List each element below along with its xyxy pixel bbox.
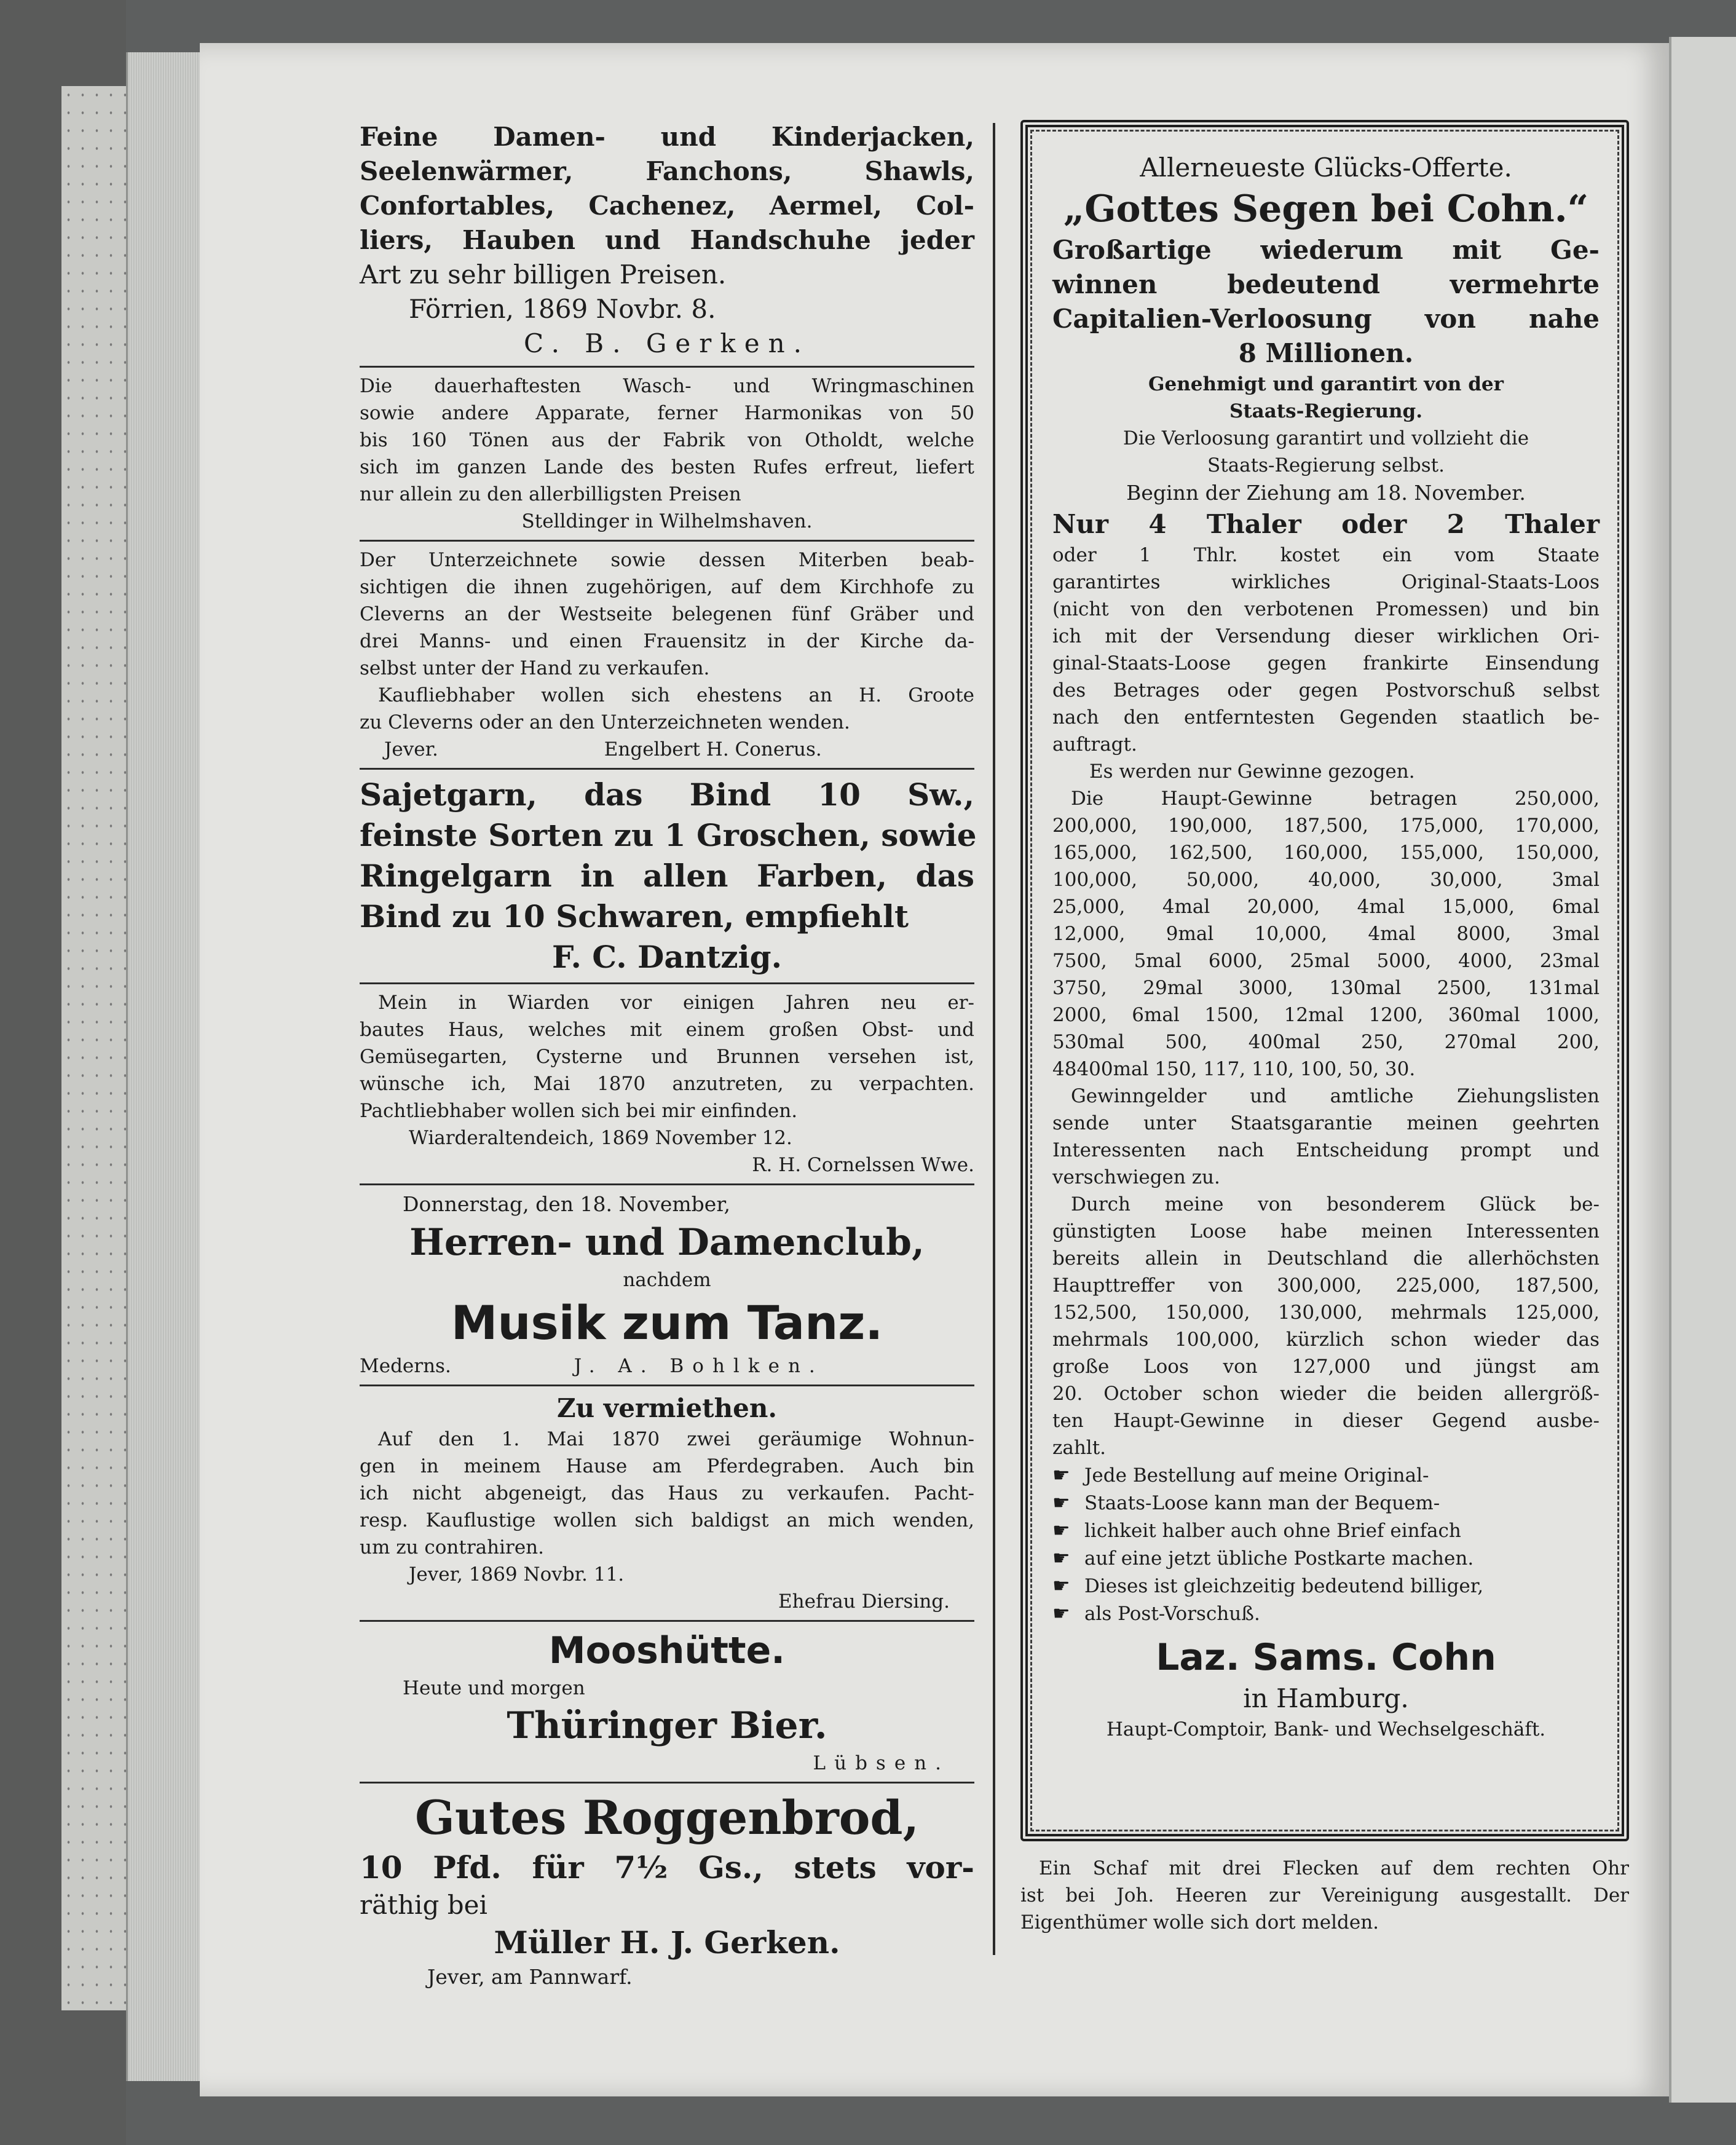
- next-page-edge: [1669, 37, 1736, 2103]
- lottery-draw-start: Beginn der Ziehung am 18. November.: [1126, 481, 1526, 505]
- lottery-body-line: oder 1 Thlr. kostet ein vom Staate: [1052, 544, 1600, 566]
- lottery-payout-line: Interessenten nach Entscheidung prompt und: [1052, 1139, 1600, 1161]
- ad-line: Art zu sehr billigen Preisen.: [360, 259, 727, 290]
- ad-line: Auf den 1. Mai 1870 zwei geräumige Wohnun-: [378, 1428, 974, 1450]
- pointing-hand-icon: ☛: [1052, 1546, 1070, 1570]
- lottery-ad-frame: [1020, 120, 1629, 1841]
- lottery-prize-line: 25,000, 4mal 20,000, 4mal 15,000, 6mal: [1052, 896, 1600, 918]
- pointing-hand-icon: ☛: [1052, 1519, 1070, 1542]
- ad-line: um zu contrahiren.: [360, 1536, 544, 1558]
- ad-signer: C. B. Gerken.: [523, 328, 811, 358]
- ad-club-dance: [360, 1190, 974, 1380]
- ad-signer: Stelldinger in Wilhelmshaven.: [521, 510, 813, 532]
- lottery-order-line: Staats-Loose kann man der Bequem-: [1084, 1492, 1440, 1514]
- ad-line: feinste Sorten zu 1 Groschen, sowie: [360, 817, 977, 853]
- divider: [360, 1385, 974, 1386]
- lottery-approval: Staats-Regierung.: [1229, 400, 1423, 422]
- lottery-order-row: [1052, 1572, 1600, 1600]
- lottery-order-line: als Post-Vorschuß.: [1084, 1603, 1260, 1625]
- ad-line: gen in meinem Hause am Pferdegraben. Auch bin: [360, 1455, 974, 1477]
- ad-mooshuette: [360, 1627, 974, 1777]
- lottery-luck-line: 152,500, 150,000, 130,000, mehrmals 125,000,: [1052, 1302, 1600, 1324]
- ad-place-date: Wiarderaltendeich, 1869 November 12.: [409, 1127, 792, 1149]
- ad-graves-for-sale: [360, 547, 974, 763]
- ad-line: resp. Kauflustige wollen sich baldigst an mich wenden,: [360, 1509, 974, 1531]
- divider: [360, 1782, 974, 1784]
- lottery-body-line: ginal-Staats-Loose gegen frankirte Einsendung: [1052, 652, 1600, 674]
- ad-signer: Engelbert H. Conerus.: [604, 738, 822, 760]
- lottery-body-line: ich mit der Versendung dieser wirklichen Ori-: [1052, 625, 1600, 647]
- lottery-order-line: lichkeit halber auch ohne Brief einfach: [1084, 1520, 1461, 1542]
- lottery-payout-line: verschwiegen zu.: [1052, 1166, 1220, 1188]
- ad-big-text: Thüringer Bier.: [507, 1704, 827, 1747]
- divider: [360, 768, 974, 770]
- lottery-luck-line: Haupttreffer von 300,000, 225,000, 187,500,: [1052, 1274, 1600, 1297]
- divider: [360, 540, 974, 542]
- ad-washing-machines: [360, 373, 974, 535]
- ad-place-date: Jever, 1869 Novbr. 11.: [409, 1563, 625, 1586]
- lottery-prize-line: 2000, 6mal 1500, 12mal 1200, 360mal 1000,: [1052, 1004, 1600, 1026]
- ad-line: Bind zu 10 Schwaren, empfiehlt: [360, 898, 909, 934]
- ad-headline: Zu vermiethen.: [556, 1393, 777, 1423]
- lottery-luck-line: günstigten Loose habe meinen Interessenten: [1052, 1220, 1600, 1242]
- ad-for-rent: [360, 1391, 974, 1615]
- ad-headline: Mooshütte.: [548, 1629, 786, 1672]
- ad-line: Cleverns an der Westseite belegenen fünf Gräber und: [360, 603, 974, 625]
- ad-line: drei Manns- und einen Frauensitz in der Kirche da-: [360, 630, 974, 652]
- lottery-order-line: Dieses ist gleichzeitig bedeutend billiger,: [1084, 1575, 1484, 1597]
- lottery-head-line: 8 Millionen.: [1238, 338, 1414, 368]
- ad-line: Pachtliebhaber wollen sich bei mir einfinden.: [360, 1100, 798, 1122]
- ad-line: sichtigen die ihnen zugehörigen, auf dem Kirchhofe zu: [360, 576, 974, 598]
- ad-footer: [360, 1353, 974, 1380]
- lottery-order-row: [1052, 1461, 1600, 1489]
- pointing-hand-icon: ☛: [1052, 1574, 1070, 1597]
- lottery-luck-line: Durch meine von besonderem Glück be-: [1071, 1193, 1600, 1215]
- ad-line: nur allein zu den allerbilligsten Preisen: [360, 483, 741, 505]
- ad-line: Ringelgarn in allen Farben, das: [360, 858, 974, 894]
- ad-ladies-jackets: [360, 120, 974, 361]
- right-column: [1020, 120, 1629, 1936]
- lottery-prize-line: 12,000, 9mal 10,000, 4mal 8000, 3mal: [1052, 923, 1600, 945]
- lottery-only-wins: Es werden nur Gewinne gezogen.: [1089, 760, 1415, 783]
- lottery-order-row: [1052, 1544, 1600, 1572]
- ad-line: Feine Damen- und Kinderjacken,: [360, 122, 974, 152]
- lottery-prize-line: 7500, 5mal 6000, 25mal 5000, 4000, 23mal: [1052, 950, 1600, 972]
- ad-place: Jever, am Pannwarf.: [427, 1965, 633, 1989]
- lottery-head-line: winnen bedeutend vermehrte: [1052, 269, 1600, 299]
- lottery-payout-line: sende unter Staatsgarantie meinen geehrten: [1052, 1112, 1600, 1134]
- lottery-body-line: auftragt.: [1052, 733, 1137, 756]
- book-cover-board: [61, 86, 135, 2010]
- lottery-head-line: Großartige wiederum mit Ge-: [1052, 235, 1600, 265]
- ad-signer: Müller H. J. Gerken.: [494, 1924, 840, 1961]
- ad-line: sowie andere Apparate, ferner Harmonikas von 50: [360, 402, 974, 424]
- lottery-order-line: auf eine jetzt übliche Postkarte machen.: [1084, 1547, 1474, 1570]
- ad-line: ich nicht abgeneigt, das Haus zu verkaufen. Pacht-: [360, 1482, 974, 1504]
- lottery-guarantee: Staats-Regierung selbst.: [1207, 454, 1445, 476]
- ad-line: liers, Hauben und Handschuhe jeder: [360, 225, 974, 255]
- ad-line: Der Unterzeichnete sowie dessen Miterben beab-: [360, 549, 974, 571]
- lottery-prize-line: 165,000, 162,500, 160,000, 155,000, 150,000,: [1052, 842, 1600, 864]
- ad-sheep-found: [1020, 1855, 1629, 1936]
- lottery-prize-line: 100,000, 50,000, 40,000, 30,000, 3mal: [1052, 869, 1600, 891]
- lottery-luck-line: große Loos von 127,000 und jüngst am: [1052, 1356, 1600, 1378]
- ad-signer: F. C. Dantzig.: [552, 939, 782, 975]
- ad-line: Die dauerhaftesten Wasch- und Wringmaschinen: [360, 375, 974, 397]
- ad-place: Jever.: [384, 738, 438, 760]
- ad-headline: Herren- und Damenclub,: [409, 1221, 925, 1264]
- lottery-slogan: „Gottes Segen bei Cohn.“: [1063, 188, 1589, 231]
- ad-line: zu Cleverns oder an den Unterzeichneten wenden.: [360, 711, 850, 733]
- ad-place-date: Förrien, 1869 Novbr. 8.: [409, 294, 716, 324]
- lottery-luck-line: 20. October schon wieder die beiden allergröß-: [1052, 1383, 1600, 1405]
- ad-line: Eigenthümer wolle sich dort melden.: [1020, 1911, 1379, 1934]
- lottery-price: Nur 4 Thaler oder 2 Thaler: [1052, 509, 1600, 539]
- ad-line: Sajetgarn, das Bind 10 Sw.,: [360, 776, 974, 813]
- lottery-order-row: [1052, 1517, 1600, 1544]
- ad-line: Seelenwärmer, Fanchons, Shawls,: [360, 156, 974, 186]
- ad-line: bautes Haus, welches mit einem großen Obst- und: [360, 1019, 974, 1041]
- ad-line: selbst unter der Hand zu verkaufen.: [360, 657, 710, 679]
- ad-rye-bread: [360, 1788, 974, 1991]
- ad-big-text: Musik zum Tanz.: [451, 1295, 883, 1350]
- ad-signer: Lübsen.: [813, 1752, 950, 1774]
- pointing-hand-icon: ☛: [1052, 1463, 1070, 1487]
- ad-line: wünsche ich, Mai 1870 anzutreten, zu verpachten.: [360, 1073, 974, 1095]
- ad-line: 10 Pfd. für 7½ Gs., stets vor-: [360, 1849, 974, 1886]
- lottery-prize-line: 530mal 500, 400mal 250, 270mal 200,: [1052, 1031, 1600, 1053]
- lottery-head-line: Capitalien-Verloosung von nahe: [1052, 304, 1600, 334]
- lottery-office: Haupt-Comptoir, Bank- und Wechselgeschäft.: [1106, 1718, 1546, 1740]
- lottery-approval: Genehmigt und garantirt von der: [1148, 373, 1504, 395]
- ad-footer: [360, 736, 974, 763]
- lottery-prize-line: 48400mal 150, 117, 110, 100, 50, 30.: [1052, 1058, 1416, 1080]
- lottery-order-row: [1052, 1600, 1600, 1627]
- ad-line: Mein in Wiarden vor einigen Jahren neu er-: [378, 992, 974, 1014]
- lottery-title: Allerneueste Glücks-Offerte.: [1140, 152, 1512, 183]
- ad-signer: Ehefrau Diersing.: [778, 1590, 950, 1613]
- lottery-payout-line: Gewinngelder und amtliche Ziehungslisten: [1071, 1085, 1600, 1107]
- ad-headline: Gutes Roggenbrod,: [414, 1790, 920, 1845]
- lottery-prize-line: 3750, 29mal 3000, 130mal 2500, 131mal: [1052, 977, 1600, 999]
- column-divider: [993, 123, 995, 1955]
- ad-place: Mederns.: [360, 1355, 451, 1377]
- lottery-body-line: (nicht von den verbotenen Promessen) und bin: [1052, 598, 1600, 620]
- ad-line: Gemüsegarten, Cysterne und Brunnen versehen ist,: [360, 1046, 974, 1068]
- ad-yarn: [360, 775, 977, 978]
- lottery-guarantee: Die Verloosung garantirt und vollzieht die: [1122, 427, 1529, 449]
- ad-subline: Heute und morgen: [403, 1677, 585, 1699]
- ad-line: Ein Schaf mit drei Flecken auf dem rechten Ohr: [1039, 1857, 1629, 1879]
- lottery-luck-line: zahlt.: [1052, 1437, 1107, 1459]
- pointing-hand-icon: ☛: [1052, 1491, 1070, 1514]
- lottery-body-line: des Betrages oder gegen Postvorschuß selbst: [1052, 679, 1600, 701]
- divider: [360, 1620, 974, 1622]
- lottery-order-line: Jede Bestellung auf meine Original-: [1084, 1464, 1429, 1487]
- ad-house-lease: [360, 989, 974, 1179]
- left-column: [360, 120, 977, 1991]
- pointing-hand-icon: ☛: [1052, 1602, 1070, 1625]
- lottery-firm: Laz. Sams. Cohn: [1156, 1636, 1496, 1679]
- lottery-order-row: [1052, 1489, 1600, 1517]
- lottery-luck-line: bereits allein in Deutschland die allerhöchsten: [1052, 1247, 1600, 1270]
- ad-line: Kaufliebhaber wollen sich ehestens an H. Groote: [378, 684, 974, 706]
- ad-line: bis 160 Tönen aus der Fabrik von Otholdt, welche: [360, 429, 974, 451]
- lottery-body-line: garantirtes wirkliches Original-Staats-Loos: [1052, 571, 1600, 593]
- lottery-prize-line: 200,000, 190,000, 187,500, 175,000, 170,000,: [1052, 815, 1600, 837]
- ad-line: Confortables, Cachenez, Aermel, Col-: [360, 191, 974, 221]
- divider: [360, 366, 974, 368]
- ad-line: sich im ganzen Lande des besten Rufes erfreut, liefert: [360, 456, 974, 478]
- ad-date: Donnerstag, den 18. November,: [403, 1192, 730, 1216]
- lottery-prize-line: Die Haupt-Gewinne betragen 250,000,: [1071, 788, 1600, 810]
- book-page-edges: [126, 52, 200, 2081]
- ad-signer: J. A. Bohlken.: [574, 1355, 824, 1377]
- lottery-body-line: nach den entferntesten Gegenden staatlich be-: [1052, 706, 1600, 729]
- lottery-luck-line: ten Haupt-Gewinne in dieser Gegend ausbe-: [1052, 1410, 1600, 1432]
- ad-signer: R. H. Cornelssen Wwe.: [752, 1154, 974, 1176]
- ad-line: ist bei Joh. Heeren zur Vereinigung ausgestallt. Der: [1020, 1884, 1629, 1906]
- ad-line: räthig bei: [360, 1890, 487, 1920]
- lottery-luck-line: mehrmals 100,000, kürzlich schon wieder das: [1052, 1329, 1600, 1351]
- divider: [360, 1183, 974, 1185]
- lottery-city: in Hamburg.: [1243, 1683, 1409, 1713]
- ad-subline: nachdem: [623, 1269, 711, 1291]
- divider: [360, 982, 974, 984]
